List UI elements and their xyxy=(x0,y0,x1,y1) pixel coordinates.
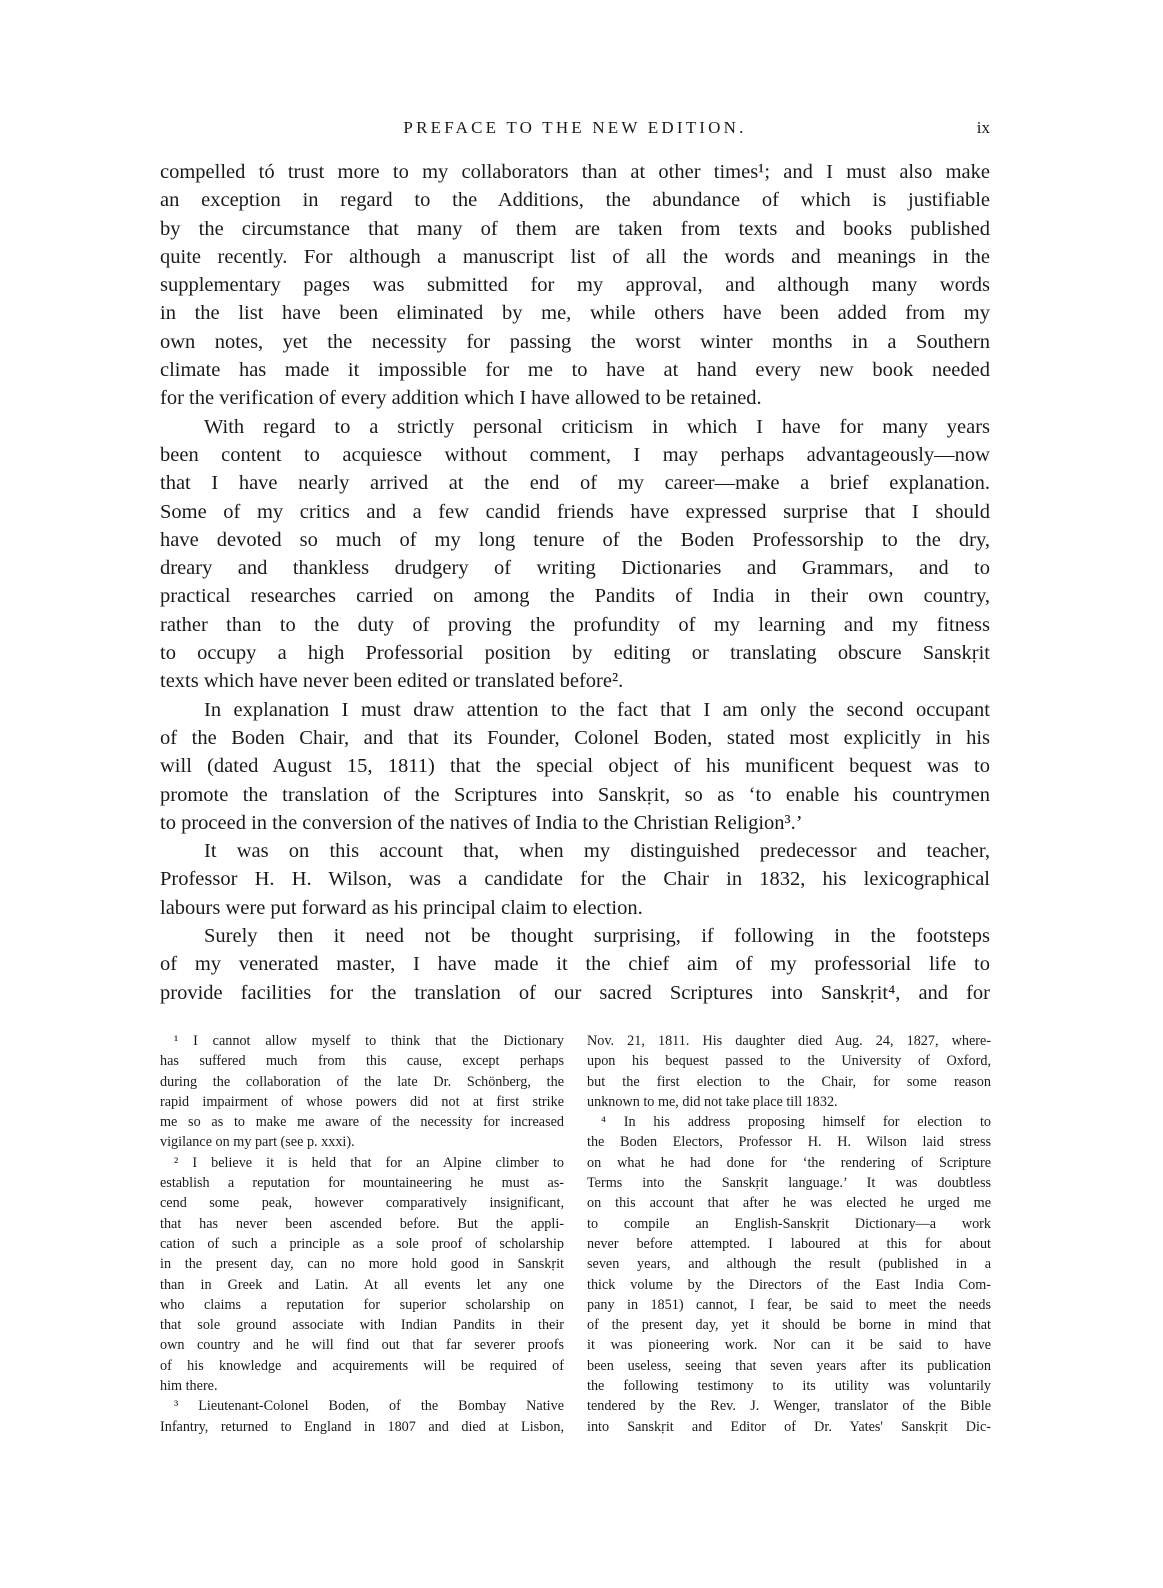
footnote-line: the Boden Electors, Professor H. H. Wilson laid stress xyxy=(587,1134,991,1151)
footnote-line: tendered by the Rev. J. Wenger, translator of the Bible xyxy=(587,1398,991,1415)
text-line: of the Boden Chair, and that its Founder, Colonel Boden, stated most explicitly in his xyxy=(160,726,990,749)
text-line: rather than to the duty of proving the profundity of my learning and my fitness xyxy=(160,613,990,636)
footnote-line: that has never been ascended before. But the appli- xyxy=(160,1215,564,1232)
text-line: Professor H. H. Wilson, was a candidate for the Chair in 1832, his lexicographical xyxy=(160,868,990,891)
footnote-line: during the collaboration of the late Dr. Schönberg, the xyxy=(160,1073,564,1090)
footnote-line: ¹ I cannot allow myself to think that the Dictionary xyxy=(174,1033,564,1049)
footnote-line: establish a reputation for mountaineering he must as- xyxy=(160,1175,564,1192)
text-line: will (dated August 15, 1811) that the special object of his munificent bequest was to xyxy=(160,755,990,778)
text-line: In explanation I must draw attention to the fact that I am only the second occupant xyxy=(204,698,990,721)
text-line: for the verification of every addition which I have allowed to be retained. xyxy=(160,387,762,410)
footnote-line: ³ Lieutenant-Colonel Boden, of the Bombay Native xyxy=(174,1398,564,1415)
footnote-line: but the first election to the Chair, for some reason xyxy=(587,1073,991,1090)
footnotes-left-column xyxy=(160,1031,564,1437)
footnote-line: than in Greek and Latin. At all events let any one xyxy=(160,1276,564,1293)
body-text xyxy=(160,158,990,1007)
text-line: With regard to a strictly personal criticism in which I have for many years xyxy=(204,415,990,438)
text-line: to occupy a high Professorial position by editing or translating obscure Sanskṛit xyxy=(160,642,990,665)
text-line: promote the translation of the Scriptures into Sanskṛit, so as ‘to enable his countrymen xyxy=(160,783,990,806)
footnote-line: Nov. 21, 1811. His daughter died Aug. 24, 1827, where- xyxy=(587,1033,991,1049)
footnote-line: that sole ground associate with Indian Pandits in their xyxy=(160,1317,564,1334)
footnote-line: pany in 1851) cannot, I fear, be said to meet the needs xyxy=(587,1296,991,1313)
text-line: of my venerated master, I have made it the chief aim of my professorial life to xyxy=(160,953,990,976)
footnote-line: cation of such a principle as a sole proof of scholarship xyxy=(160,1235,564,1252)
text-line: in the list have been eliminated by me, while others have been added from my xyxy=(160,302,990,325)
footnote-line: cend some peak, however comparatively insignificant, xyxy=(160,1195,564,1212)
footnote-line: to compile an English-Sanskṛit Dictionary—a work xyxy=(587,1215,991,1232)
page-number: ix xyxy=(976,118,990,137)
text-line: that I have nearly arrived at the end of my career—make a brief explanation. xyxy=(160,472,990,495)
footnote-line: who claims a reputation for superior scholarship on xyxy=(160,1296,564,1313)
footnote-line: it was pioneering work. Nor can it be said to have xyxy=(587,1337,991,1354)
text-line: provide facilities for the translation of our sacred Scriptures into Sanskṛit⁴, and for xyxy=(160,981,990,1004)
text-line: practical researches carried on among the Pandits of India in their own country, xyxy=(160,585,990,608)
footnote-line: ² I believe it is held that for an Alpine climber to xyxy=(174,1154,564,1171)
footnote-line: him there. xyxy=(160,1378,218,1395)
footnote-line: in the present day, can no more hold good in Sanskṛit xyxy=(160,1256,564,1273)
footnote-line: me so as to make me aware of the necessity for increased xyxy=(160,1114,564,1131)
text-line: been content to acquiesce without comment, I may perhaps advantageously—now xyxy=(160,443,990,466)
text-line: Surely then it need not be thought surprising, if following in the footsteps xyxy=(204,925,990,948)
footnote-line: Infantry, returned to England in 1807 and died at Lisbon, xyxy=(160,1418,564,1435)
footnote-line: Terms into the Sanskṛit language.’ It was doubtless xyxy=(587,1175,991,1192)
footnote-line: on what he had done for ‘the rendering of Scripture xyxy=(587,1154,991,1171)
text-line: dreary and thankless drudgery of writing Dictionaries and Grammars, and to xyxy=(160,557,990,580)
footnote-line: ⁴ In his address proposing himself for election to xyxy=(601,1114,991,1131)
footnote-line: has suffered much from this cause, except perhaps xyxy=(160,1053,564,1070)
footnote-line: upon his bequest passed to the University of Oxford, xyxy=(587,1053,991,1070)
text-line: have devoted so much of my long tenure of the Boden Professorship to the dry, xyxy=(160,528,990,551)
text-line: climate has made it impossible for me to have at hand every new book needed xyxy=(160,359,990,382)
text-line: an exception in regard to the Additions, the abundance of which is justifiable xyxy=(160,189,990,212)
text-line: texts which have never been edited or translated before². xyxy=(160,670,624,693)
footnote-line: vigilance on my part (see p. xxxi). xyxy=(160,1134,355,1151)
footnote-line: seven years, and although the result (published in a xyxy=(587,1256,991,1273)
footnote-line: the following testimony to its utility was voluntarily xyxy=(587,1378,991,1395)
footnote-line: of his knowledge and acquirements will be required of xyxy=(160,1357,564,1374)
footnote-line: rapid impairment of whose powers did not at first strike xyxy=(160,1093,564,1110)
text-line: quite recently. For although a manuscript list of all the words and meanings in the xyxy=(160,245,990,268)
footnote-line: own country and he will find out that far severer proofs xyxy=(160,1337,564,1354)
text-line: compelled tó trust more to my collaborators than at other times¹; and I must also make xyxy=(160,161,990,183)
footnote-line: on this account that after he was elected he urged me xyxy=(587,1195,991,1212)
footnotes-right-column xyxy=(587,1031,991,1437)
footnote-line: unknown to me, did not take place till 1832. xyxy=(587,1093,838,1110)
text-line: Some of my critics and a few candid friends have expressed surprise that I should xyxy=(160,500,990,523)
text-line: to proceed in the conversion of the natives of India to the Christian Religion³.’ xyxy=(160,811,803,834)
text-line: supplementary pages was submitted for my approval, and although many words xyxy=(160,274,990,297)
footnote-line: thick volume by the Directors of the East India Com- xyxy=(587,1276,991,1293)
text-line: own notes, yet the necessity for passing the worst winter months in a Southern xyxy=(160,330,990,353)
text-line: by the circumstance that many of them are taken from texts and books published xyxy=(160,217,990,240)
running-head xyxy=(160,118,990,142)
footnote-line: of the present day, yet it should be borne in mind that xyxy=(587,1317,991,1334)
footnote-line: been useless, seeing that seven years after its publication xyxy=(587,1357,991,1374)
footnote-line: never before attempted. I laboured at this for about xyxy=(587,1235,991,1252)
text-line: It was on this account that, when my distinguished predecessor and teacher, xyxy=(204,840,990,863)
text-line: labours were put forward as his principal claim to election. xyxy=(160,896,643,919)
footnote-line: into Sanskṛit and Editor of Dr. Yates' Sanskṛit Dic- xyxy=(587,1418,991,1435)
running-title: PREFACE TO THE NEW EDITION. xyxy=(403,118,747,137)
